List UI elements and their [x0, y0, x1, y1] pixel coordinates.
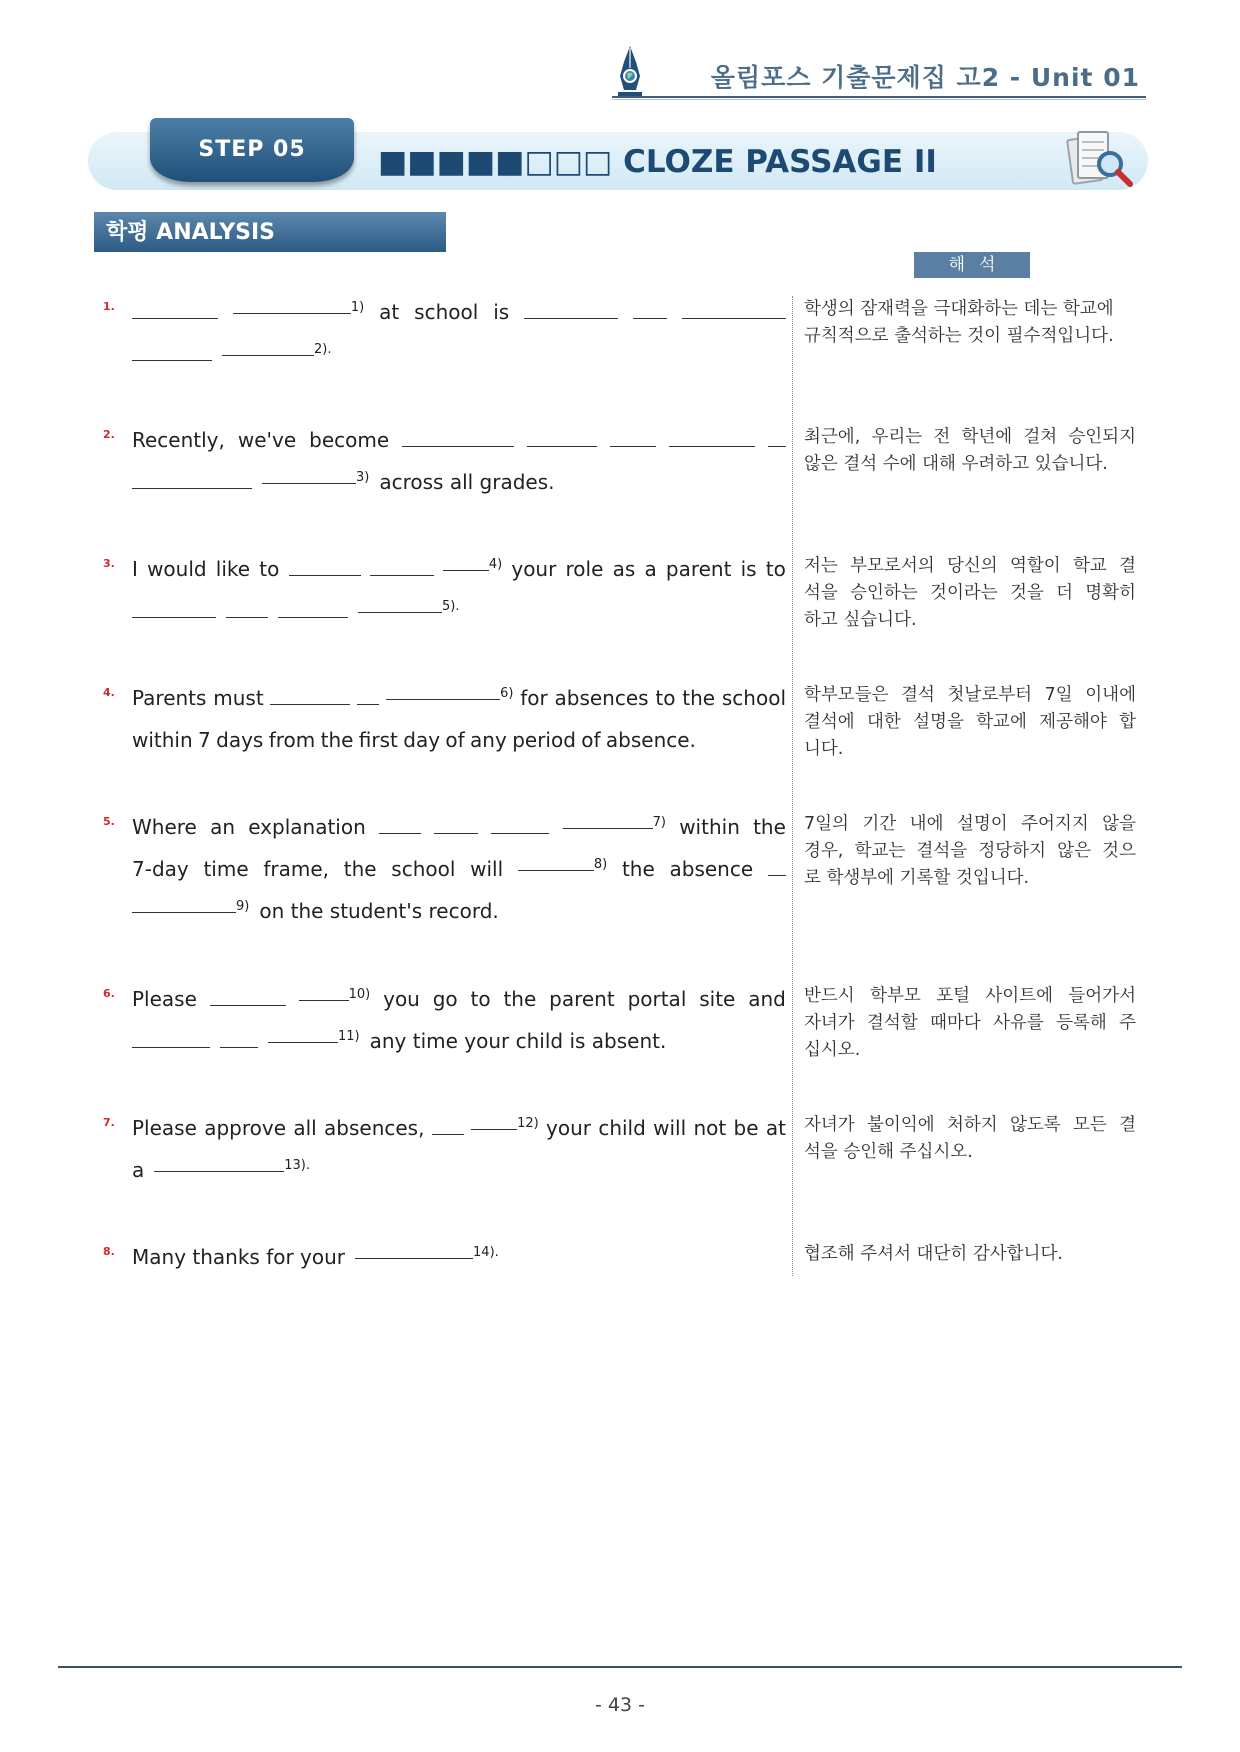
- sentence-line: [132, 1239, 786, 1269]
- answer-blank[interactable]: [210, 1004, 286, 1006]
- word: your: [511, 557, 557, 581]
- question-number: 2.: [103, 428, 115, 441]
- word: an: [210, 815, 235, 839]
- korean-translation: [804, 1112, 1136, 1166]
- answer-blank[interactable]: [432, 1133, 464, 1135]
- answer-blank[interactable]: [370, 574, 434, 576]
- word: 7: [198, 728, 211, 752]
- sentence-line: [132, 893, 786, 923]
- answer-blank[interactable]: [633, 317, 667, 319]
- column-divider: [792, 296, 793, 1276]
- word: of: [581, 728, 601, 752]
- word: go: [432, 987, 458, 1011]
- word: the: [621, 857, 655, 881]
- blank-marker: 1): [350, 300, 365, 315]
- sentence-line: [132, 464, 786, 494]
- translation-line: 하고 싶습니다.: [804, 610, 917, 630]
- word: parent: [665, 557, 732, 581]
- word: and: [748, 987, 786, 1011]
- word: you: [383, 987, 420, 1011]
- answer-blank[interactable]: [386, 698, 500, 700]
- blank-marker: 4): [488, 557, 503, 572]
- word: the: [753, 815, 786, 839]
- answer-blank[interactable]: [434, 832, 478, 834]
- answer-blank[interactable]: [357, 703, 379, 705]
- sentence-line: [132, 851, 786, 881]
- sentence-line: [132, 981, 786, 1011]
- sentence-text: on the student's record.: [259, 899, 499, 923]
- interpretation-label: 해석: [914, 252, 1030, 278]
- translation-line: 학부모들은 결석 첫날로부터 7일 이내에: [804, 685, 1136, 705]
- answer-blank[interactable]: [220, 1046, 258, 1048]
- answer-blank[interactable]: [669, 445, 755, 447]
- translation-line: 결석에 대한 설명을 학교에 제공해야 합: [804, 712, 1136, 732]
- translation-line: 석을 승인하는 것이라는 것을 더 명확히: [804, 583, 1136, 603]
- korean-translation: [804, 811, 1136, 892]
- answer-blank[interactable]: [299, 999, 349, 1001]
- question-number: 3.: [103, 557, 115, 570]
- word: as: [612, 557, 636, 581]
- answer-blank[interactable]: [289, 574, 361, 576]
- answer-blank[interactable]: [491, 832, 549, 834]
- word: from: [268, 728, 316, 752]
- word: Please: [132, 1116, 197, 1140]
- word: to: [259, 557, 280, 581]
- answer-blank[interactable]: [278, 616, 348, 618]
- word: Please: [132, 987, 197, 1011]
- word: be: [733, 1116, 759, 1140]
- word: all: [293, 1116, 317, 1140]
- blank-marker: 9): [236, 899, 250, 914]
- answer-blank[interactable]: [524, 317, 618, 319]
- answer-blank[interactable]: [270, 703, 350, 705]
- word: I: [132, 557, 138, 581]
- word: to: [765, 557, 786, 581]
- word: a: [132, 1158, 145, 1182]
- word: your: [546, 1116, 592, 1140]
- blank-marker: 6): [500, 686, 514, 701]
- translation-line: 로 학생부에 기록할 것입니다.: [804, 868, 1030, 888]
- word: period: [512, 728, 576, 752]
- answer-blank[interactable]: [268, 1041, 338, 1043]
- blank-marker: 14).: [473, 1245, 499, 1260]
- word: days: [216, 728, 264, 752]
- sentence-text: Many thanks for your: [132, 1245, 346, 1269]
- word: within: [679, 815, 740, 839]
- translation-line: 규칙적으로 출석하는 것이 필수적입니다.: [804, 326, 1114, 346]
- magnifier-document-icon: [1064, 124, 1134, 190]
- header-rule-light: [612, 99, 1146, 100]
- answer-blank[interactable]: [518, 869, 594, 871]
- word: absences: [554, 686, 649, 710]
- translation-line: 자녀가 불이익에 처하지 않도록 모든 결: [804, 1115, 1136, 1135]
- blank-marker: 2).: [314, 342, 332, 357]
- word: a: [644, 557, 657, 581]
- blank-marker: 10): [348, 987, 371, 1002]
- answer-blank[interactable]: [132, 317, 218, 319]
- word: first: [358, 728, 398, 752]
- banner-title: ■■■■■□□□ CLOZE PASSAGE II: [378, 144, 937, 180]
- korean-translation: [804, 983, 1136, 1064]
- translation-line: 저는 부모로서의 당신의 역할이 학교 결: [804, 556, 1136, 576]
- word: not: [693, 1116, 727, 1140]
- translation-line: 학생의 잠재력을 극대화하는 데는 학교에: [804, 299, 1114, 319]
- answer-blank[interactable]: [154, 1170, 284, 1172]
- translation-line: 협조해 주셔서 대단히 감사합니다.: [804, 1244, 1063, 1264]
- sentence-line: [132, 1110, 786, 1140]
- word: the: [320, 728, 354, 752]
- answer-blank[interactable]: [471, 1128, 517, 1130]
- answer-blank[interactable]: [443, 569, 489, 571]
- answer-blank[interactable]: [402, 445, 514, 447]
- word: we've: [237, 428, 297, 452]
- word: like: [215, 557, 251, 581]
- korean-translation: [804, 553, 1136, 634]
- word: parent: [549, 987, 615, 1011]
- blank-marker: 12): [517, 1116, 539, 1131]
- word: time: [203, 857, 249, 881]
- fountain-pen-globe-icon: [614, 46, 646, 100]
- word: the: [343, 857, 377, 881]
- word: school: [391, 857, 456, 881]
- word: role: [565, 557, 604, 581]
- sentence-text: across all grades.: [379, 470, 555, 494]
- word: at: [379, 300, 400, 324]
- answer-blank[interactable]: [379, 832, 421, 834]
- question-number: 6.: [103, 987, 115, 1000]
- answer-blank[interactable]: [682, 317, 786, 319]
- answer-blank[interactable]: [527, 445, 597, 447]
- answer-blank[interactable]: [226, 616, 268, 618]
- sentence-line: [132, 1023, 786, 1053]
- page-number: - 43 -: [595, 1694, 645, 1716]
- answer-blank[interactable]: [355, 1257, 473, 1259]
- translation-line: 최근에, 우리는 전 학년에 걸쳐 승인되지: [804, 427, 1136, 447]
- word: child: [598, 1116, 646, 1140]
- blank-marker: 7): [652, 815, 666, 830]
- word: the: [503, 987, 537, 1011]
- question-number: 1.: [103, 300, 115, 313]
- blank-marker: 3): [356, 470, 370, 485]
- blank-marker: 13).: [284, 1158, 311, 1173]
- word: is: [493, 300, 510, 324]
- sentence-text: any time your child is absent.: [369, 1029, 667, 1053]
- answer-blank[interactable]: [768, 445, 786, 447]
- korean-translation: [804, 1241, 1136, 1268]
- word: Recently,: [132, 428, 225, 452]
- word: become: [309, 428, 390, 452]
- question-number: 5.: [103, 815, 115, 828]
- answer-blank[interactable]: [132, 616, 216, 618]
- answer-blank[interactable]: [768, 874, 786, 876]
- word: portal: [627, 987, 687, 1011]
- sentence-line: [132, 680, 786, 710]
- translation-line: 십시오.: [804, 1040, 861, 1060]
- word: school: [721, 686, 786, 710]
- word: explanation: [248, 815, 366, 839]
- word: to: [470, 987, 491, 1011]
- word: school: [414, 300, 479, 324]
- answer-blank[interactable]: [563, 827, 653, 829]
- korean-translation: [804, 682, 1136, 763]
- blank-marker: 11): [338, 1029, 360, 1044]
- answer-blank[interactable]: [132, 487, 252, 489]
- translation-line: 자녀가 결석할 때마다 사유를 등록해 주: [804, 1013, 1136, 1033]
- word: site: [699, 987, 736, 1011]
- word: absence.: [605, 728, 696, 752]
- word: must: [213, 686, 264, 710]
- word: at: [765, 1116, 786, 1140]
- word: Where: [132, 815, 197, 839]
- word: would: [147, 557, 207, 581]
- header-rule: [612, 96, 1146, 98]
- word: the: [682, 686, 716, 710]
- translation-line: 7일의 기간 내에 설명이 주어지지 않을: [804, 814, 1136, 834]
- word: absence: [669, 857, 754, 881]
- sentence-line: [132, 551, 786, 581]
- word: absences,: [324, 1116, 425, 1140]
- blank-marker: 5).: [442, 599, 460, 614]
- book-title: 올림포스 기출문제집 고2 - Unit 01: [710, 63, 1140, 92]
- answer-blank[interactable]: [132, 1046, 210, 1048]
- korean-translation: [804, 424, 1136, 478]
- word: Parents: [132, 686, 207, 710]
- translation-line: 석을 승인해 주십시오.: [804, 1142, 973, 1162]
- answer-blank[interactable]: [222, 354, 314, 356]
- word: will: [653, 1116, 687, 1140]
- blank-marker: 8): [593, 857, 608, 872]
- word: 7-day: [132, 857, 189, 881]
- word: day: [403, 728, 441, 752]
- footer-rule: [58, 1666, 1182, 1668]
- translation-line: 니다.: [804, 739, 844, 759]
- answer-blank[interactable]: [132, 359, 212, 361]
- answer-blank[interactable]: [233, 312, 351, 314]
- word: frame,: [263, 857, 330, 881]
- word: within: [132, 728, 193, 752]
- word: to: [655, 686, 676, 710]
- word: of: [445, 728, 465, 752]
- word: approve: [204, 1116, 287, 1140]
- word: for: [520, 686, 548, 710]
- analysis-label: 학평 ANALYSIS: [94, 212, 446, 252]
- sentence-line: [132, 809, 786, 839]
- answer-blank[interactable]: [610, 445, 656, 447]
- answer-blank[interactable]: [132, 911, 236, 913]
- step-tab: STEP 05: [150, 118, 354, 182]
- answer-blank[interactable]: [262, 482, 356, 484]
- word: is: [740, 557, 757, 581]
- answer-blank[interactable]: [358, 611, 442, 613]
- translation-line: 않은 결석 수에 대해 우려하고 있습니다.: [804, 454, 1108, 474]
- translation-line: 반드시 학부모 포털 사이트에 들어가서: [804, 986, 1136, 1006]
- word: any: [470, 728, 507, 752]
- translation-line: 경우, 학교는 결석을 정당하지 않은 것으: [804, 841, 1136, 861]
- korean-translation: [804, 296, 1136, 350]
- sentence-line: [132, 422, 786, 452]
- question-number: 8.: [103, 1245, 115, 1258]
- question-number: 7.: [103, 1116, 115, 1129]
- word: will: [470, 857, 504, 881]
- sentence-line: [132, 722, 696, 752]
- question-number: 4.: [103, 686, 115, 699]
- sentence-line: [132, 294, 786, 324]
- sentence-line: [132, 593, 786, 623]
- sentence-line: [132, 336, 786, 366]
- sentence-line: [132, 1152, 786, 1182]
